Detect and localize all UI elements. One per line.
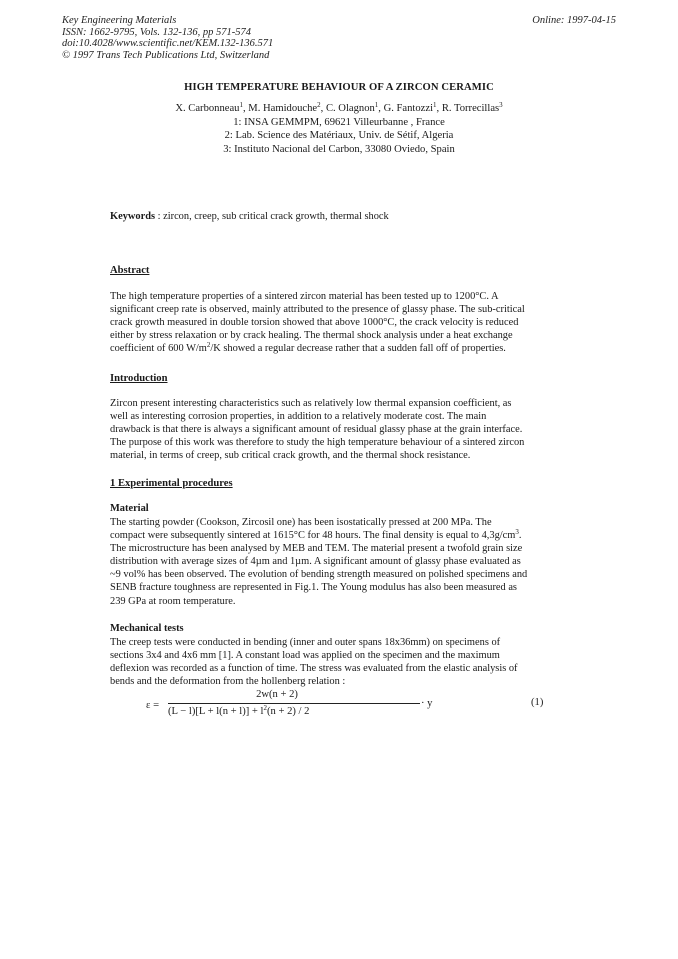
equation-lhs: ε = [146,700,160,711]
affiliation: 1: INSA GEMMPM, 69621 Villeurbanne , France [233,116,445,128]
text-line: SENB fracture toughness are represented in Fig.1. The Young modulus has also been measured as [110,582,517,594]
text-line: bends and the deformation from the hollenberg relation : [110,676,346,688]
text-line: sections 3x4 and 4x6 mm [1]. A constant load was applied on the specimen and the maximum [110,650,500,662]
copyright-line: © 1997 Trans Tech Publications Ltd, Switzerland [62,49,270,61]
equation-factor: · y [421,698,433,709]
equation-1 [146,689,566,729]
text-line: compact were subsequently sintered at 1615°C for 48 hours. The final density is equal to $4,3g/cm^3$. [110,528,522,542]
keywords [110,210,580,223]
paper-title: HIGH TEMPERATURE BEHAVIOUR OF A ZIRCON CERAMIC [184,82,494,93]
equation-denominator: $(L - l)[L + l(n + l)] + l^2(n + 2) / 2$ [168,704,310,717]
fraction-bar [168,703,420,704]
issn-line: ISSN: 1662-9795, Vols. 132-136, pp 571-574 [62,26,251,38]
text-line: The high temperature properties of a sintered zircon material has been tested up to 1200°C. A [110,291,499,302]
author-block [0,102,678,156]
text-line: 239 GPa at room temperature. [110,595,236,607]
material-heading: Material [110,503,149,514]
text-line: deflexion was recorded as a function of time. The stress was evaluated from the elastic analysis of [110,663,518,675]
mechanical-heading: Mechanical tests [110,623,184,634]
text-line: The starting powder (Cookson, Zircosil one) has been isostatically pressed at 200 MPa. The [110,517,492,528]
affiliation: 3: Instituto Nacional del Carbon, 33080 Oviedo, Spain [223,143,455,155]
text-line: The creep tests were conducted in bending (inner and outer spans 18x36mm) on specimens of [110,637,501,648]
affiliation: 2: Lab. Science des Matériaux, Univ. de Sétif, Algeria [224,130,454,142]
equation-number: (1) [531,697,544,708]
doi-line[interactable]: doi:10.4028/www.scientific.net/KEM.132-136.571 [62,38,274,50]
material-body [110,516,580,608]
journal-header [62,15,273,61]
text-line: distribution with average sizes of 4µm and 1µm. A significant amount of glassy phase evaluated as [110,556,521,568]
mechanical-body [110,636,580,688]
author-list: X. Carbonneau$^1$, M. Hamidouche$^2$, C. Olagnon$^1$, G. Fantozzi$^1$, R. Torrecillas$^3$ [175,101,503,114]
text-line: material, in terms of creep, sub critical crack growth, and the thermal shock resistance. [110,450,471,462]
abstract-body [110,290,580,355]
keywords-label: Keywords [110,211,156,222]
text-line: crack growth measured in double torsion showed that above 1000°C, the crack velocity is reduced [110,317,519,329]
journal-name: Key Engineering Materials [62,15,177,26]
abstract-heading: Abstract [110,265,150,276]
text-line: significant creep rate is observed, mainly attributed to the presence of glassy phase. The sub-critical [110,304,525,316]
text-line: well as interesting corrosion properties, in addition to a relatively moderate cost. The main [110,411,487,423]
text-line: ~9 vol% has been observed. The evolution of bending strength measured on polished specimens and [110,569,528,581]
equation-numerator: 2w(n + 2) [256,689,298,700]
introduction-heading: Introduction [110,373,168,384]
text-line: coefficient of 600 $W/m^2/K$ showed a regular decrease rather that a sudden fall off of properties. [110,341,506,355]
text-line: The purpose of this work was therefore to study the high temperature behaviour of a sintered zircon [110,437,525,449]
text-line: either by stress relaxation or by crack healing. The thermal shock analysis under a heat exchange [110,330,513,342]
text-line: drawback is that there is always a significant amount of residual glassy phase at the grain interface. [110,424,523,436]
keywords-text: : zircon, creep, sub critical crack growth, thermal shock [155,211,389,222]
introduction-body [110,397,580,462]
online-date: Online: 1997-04-15 [532,15,616,26]
text-line: The microstructure has been analysed by MEB and TEM. The material present a twofold grain size [110,543,523,555]
section-heading: 1 Experimental procedures [110,478,233,489]
text-line: Zircon present interesting characteristics such as relatively low thermal expansion coefficient, as [110,398,512,409]
